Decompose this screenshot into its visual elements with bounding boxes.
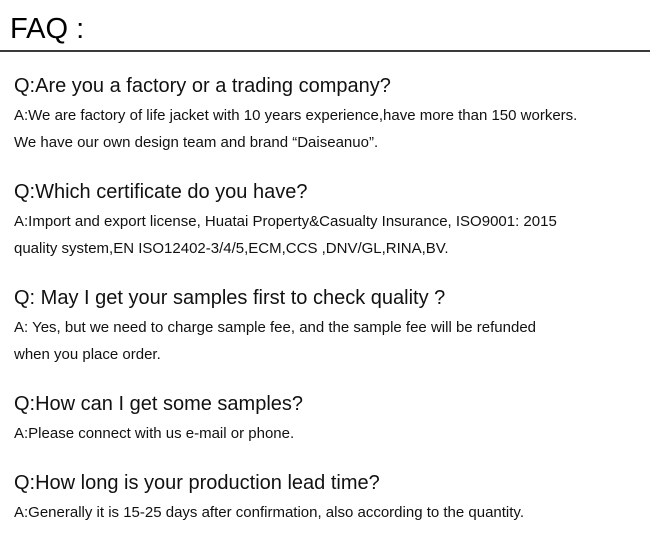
faq-answer bbox=[14, 314, 644, 368]
faq-answer-line: A:Import and export license, Huatai Property&Casualty Insurance, ISO9001: 2015 bbox=[14, 213, 557, 230]
faq-question: Q: May I get your samples first to check quality ? bbox=[14, 287, 446, 309]
faq-answer-line: quality system,EN ISO12402-3/4/5,ECM,CCS ,DNV/GL,RINA,BV. bbox=[14, 240, 449, 257]
faq-answer bbox=[14, 102, 644, 156]
faq-list bbox=[14, 72, 644, 526]
faq-answer-line: We have our own design team and brand “Daiseanuo”. bbox=[14, 134, 379, 151]
faq-question: Q:How long is your production lead time? bbox=[14, 472, 380, 494]
faq-item-certificate bbox=[14, 178, 644, 262]
faq-header bbox=[0, 0, 650, 50]
faq-question: Q:Are you a factory or a trading company? bbox=[14, 75, 391, 97]
faq-answer-line: A:Generally it is 15-25 days after confirmation, also according to the quantity. bbox=[14, 504, 524, 521]
faq-item-get-samples bbox=[14, 390, 644, 447]
faq-item-samples-first bbox=[14, 284, 644, 368]
page-title: FAQ : bbox=[10, 13, 85, 45]
faq-answer bbox=[14, 499, 644, 526]
faq-answer-line: A: Yes, but we need to charge sample fee, and the sample fee will be refunded bbox=[14, 319, 537, 336]
faq-answer bbox=[14, 420, 644, 447]
faq-answer-line: A:Please connect with us e-mail or phone. bbox=[14, 425, 295, 442]
faq-question: Q:Which certificate do you have? bbox=[14, 181, 308, 203]
title-divider bbox=[0, 50, 650, 52]
faq-answer-line: A:We are factory of life jacket with 10 years experience,have more than 150 workers. bbox=[14, 107, 578, 124]
faq-answer bbox=[14, 208, 644, 262]
faq-item-factory bbox=[14, 72, 644, 156]
faq-question: Q:How can I get some samples? bbox=[14, 393, 304, 415]
faq-answer-line: when you place order. bbox=[14, 346, 161, 363]
faq-item-lead-time bbox=[14, 469, 644, 526]
